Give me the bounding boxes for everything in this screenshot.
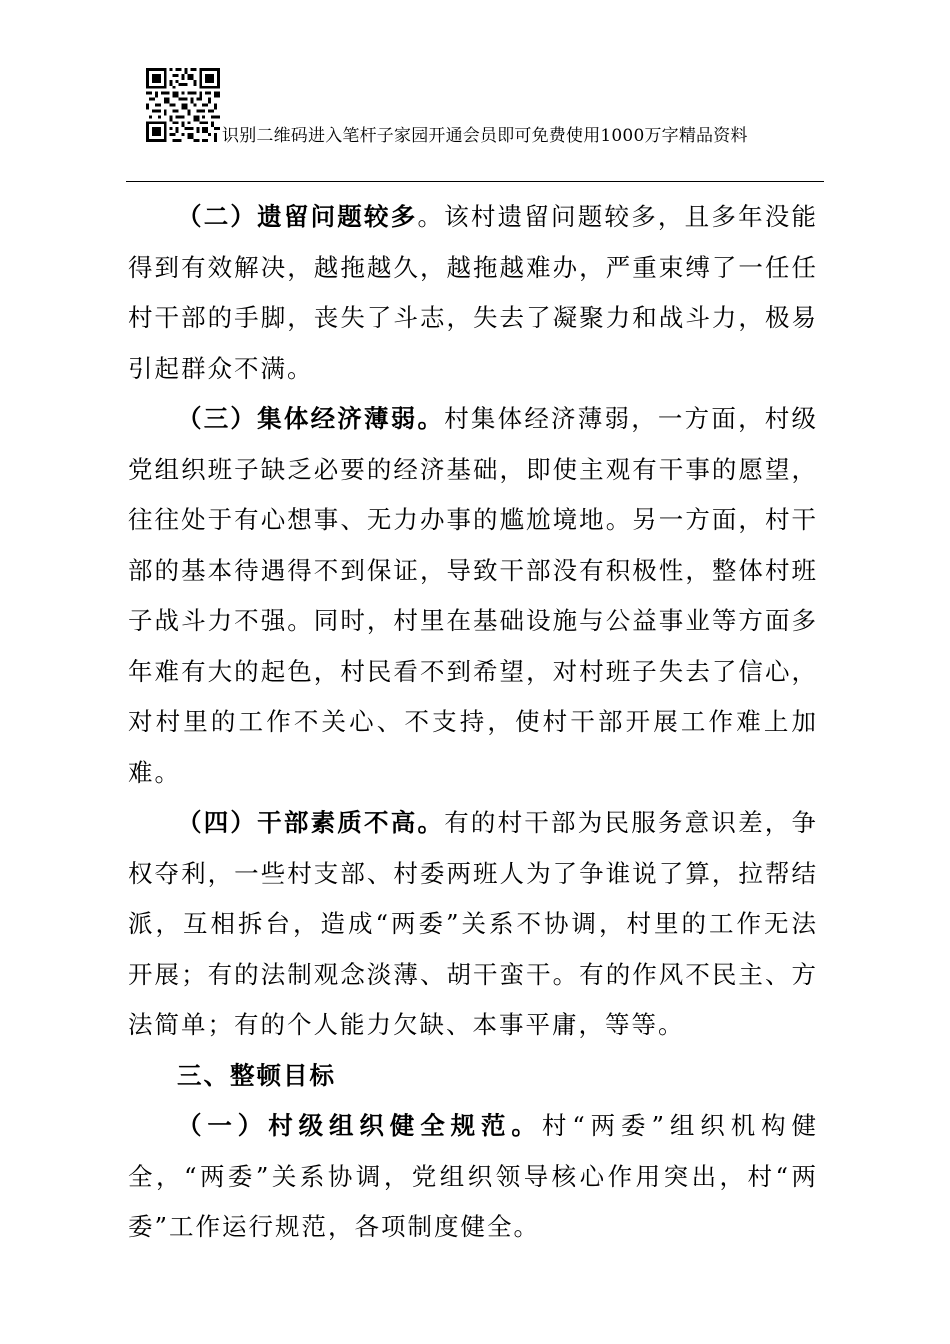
paragraph-text: 。该村遗留问题较多，且多年没能得到有效解决，越拖越久，越拖越难办，严重束缚了一任任村干部的手脚，丧失了斗志，失去了凝聚力和战斗力，极易引起群众不满。 [128, 202, 819, 383]
paragraph-cadre-quality [128, 798, 818, 1051]
qr-code-icon [146, 68, 220, 142]
paragraph-lead: （二）遗留问题较多 [177, 202, 418, 231]
paragraph-organization-goal [128, 1101, 818, 1253]
paragraph-lead: （一）村级组织健全规范。 [177, 1111, 542, 1140]
paragraph-text: 有的村干部为民服务意识差，争权夺利，一些村支部、村委两班人为了争谁说了算，拉帮结派，互相拆台，造成“两委”关系不协调，村里的工作无法开展；有的法制观念淡薄、胡干蛮干。有的作风不民主、方法简单；有的个人能力欠缺、本事平庸，等等。 [128, 808, 819, 1039]
paragraph-text: 村集体经济薄弱，一方面，村级党组织班子缺乏必要的经济基础，即使主观有干事的愿望，往往处于有心想事、无力办事的尴尬境地。另一方面，村干部的基本待遇得不到保证，导致干部没有积极性，整体村班子战斗力不强。同时，村里在基础设施与公益事业等方面多年难有大的起色，村民看不到希望，对村班子失去了信心，对村里的工作不关心、不支持，使村干部开展工作难上加难。 [128, 404, 819, 787]
paragraph-text: 村“两委”组织机构健全，“两委”关系协调，党组织领导核心作用突出，村“两委”工作运行规范，各项制度健全。 [128, 1111, 818, 1241]
header-notice: 识别二维码进入笔杆子家园开通会员即可免费使用1000万字精品资料 [222, 126, 748, 146]
paragraph-lead: （四）干部素质不高。 [177, 808, 445, 837]
section-heading: 三、整顿目标 [177, 1060, 336, 1090]
paragraph-legacy-issues [128, 192, 818, 394]
paragraph-lead: （三）集体经济薄弱。 [177, 404, 445, 433]
paragraph-collective-economy [128, 394, 818, 798]
page-header [146, 68, 826, 148]
header-divider [126, 181, 824, 182]
document-body [128, 192, 818, 1253]
